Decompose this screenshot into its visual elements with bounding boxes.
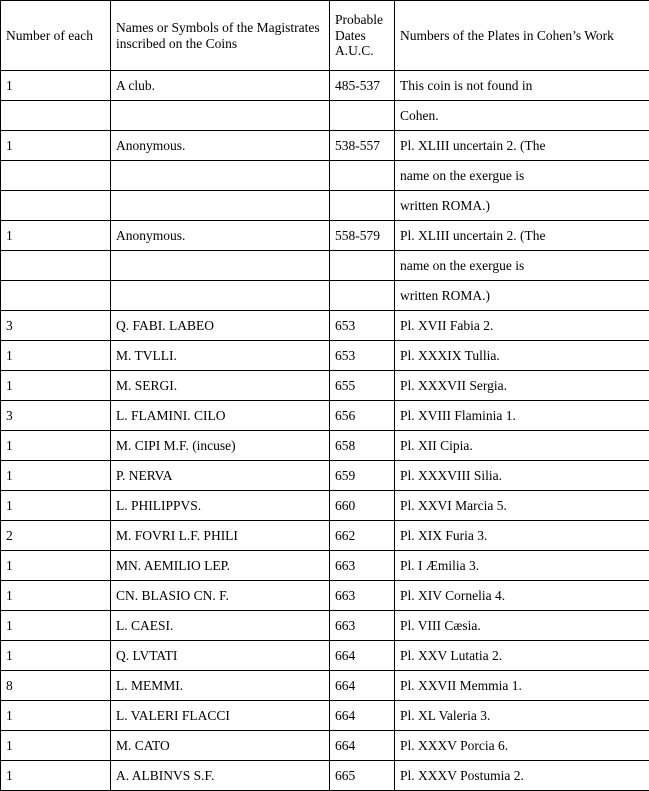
cell-date: 558-579 — [330, 221, 395, 251]
cell-magistrate: M. CATO — [111, 731, 330, 761]
cell-count: 1 — [1, 581, 111, 611]
cell-date: 664 — [330, 671, 395, 701]
cell-date: 662 — [330, 521, 395, 551]
table-row — [1, 551, 649, 581]
cell-magistrate: L. PHILIPPVS. — [111, 491, 330, 521]
cell-date: 665 — [330, 761, 395, 791]
table-row — [1, 611, 649, 641]
cell-magistrate: L. VALERI FLACCI — [111, 701, 330, 731]
cell-magistrate — [111, 251, 330, 281]
cell-count: 1 — [1, 761, 111, 791]
cell-date: 659 — [330, 461, 395, 491]
cell-count: 1 — [1, 731, 111, 761]
cell-magistrate: M. SERGI. — [111, 371, 330, 401]
cell-count: 1 — [1, 641, 111, 671]
cell-plate: Pl. XXVI Marcia 5. — [395, 491, 649, 521]
cell-date — [330, 191, 395, 221]
cell-magistrate: M. TVLLI. — [111, 341, 330, 371]
cell-plate: Pl. XII Cipia. — [395, 431, 649, 461]
cell-date: 485-537 — [330, 71, 395, 101]
table-row — [1, 131, 649, 161]
cell-magistrate: M. CIPI M.F. (incuse) — [111, 431, 330, 461]
cell-plate: Pl. XVIII Flaminia 1. — [395, 401, 649, 431]
cell-plate: Pl. XXVII Memmia 1. — [395, 671, 649, 701]
cell-plate: name on the exergue is — [395, 251, 649, 281]
cell-plate: This coin is not found in — [395, 71, 649, 101]
table-row — [1, 281, 649, 311]
table-row — [1, 161, 649, 191]
cell-count — [1, 191, 111, 221]
table-row — [1, 311, 649, 341]
cell-plate: Pl. XL Valeria 3. — [395, 701, 649, 731]
cell-date: 653 — [330, 311, 395, 341]
cell-count — [1, 101, 111, 131]
table-header — [1, 1, 649, 71]
cell-count: 3 — [1, 311, 111, 341]
cell-date: 664 — [330, 641, 395, 671]
cell-count: 1 — [1, 431, 111, 461]
cell-magistrate: Q. LVTATI — [111, 641, 330, 671]
cell-count: 1 — [1, 341, 111, 371]
cell-date: 658 — [330, 431, 395, 461]
cell-count: 1 — [1, 221, 111, 251]
cell-date: 660 — [330, 491, 395, 521]
cell-plate: Pl. XXXV Porcia 6. — [395, 731, 649, 761]
table-row — [1, 101, 649, 131]
cell-count: 8 — [1, 671, 111, 701]
cell-count — [1, 161, 111, 191]
cell-plate: Pl. XXXVIII Silia. — [395, 461, 649, 491]
cell-plate: Pl. XIX Furia 3. — [395, 521, 649, 551]
cell-count: 1 — [1, 551, 111, 581]
cell-date: 663 — [330, 611, 395, 641]
table-row — [1, 461, 649, 491]
cell-plate: Pl. XVII Fabia 2. — [395, 311, 649, 341]
cell-date: 655 — [330, 371, 395, 401]
cell-plate: Pl. XIV Cornelia 4. — [395, 581, 649, 611]
table-row — [1, 71, 649, 101]
cell-magistrate: A club. — [111, 71, 330, 101]
cell-magistrate: Q. FABI. LABEO — [111, 311, 330, 341]
header-magistrate-names: Names or Symbols of the Magistrates inscribed on the Coins — [111, 1, 330, 71]
table-row — [1, 431, 649, 461]
cell-date: 653 — [330, 341, 395, 371]
cell-magistrate: A. ALBINVS S.F. — [111, 761, 330, 791]
cell-count: 1 — [1, 461, 111, 491]
cell-magistrate: CN. BLASIO CN. F. — [111, 581, 330, 611]
cell-count: 1 — [1, 491, 111, 521]
cell-plate: Pl. XXXIX Tullia. — [395, 341, 649, 371]
table-row — [1, 251, 649, 281]
header-row — [1, 1, 649, 71]
cell-plate: Pl. XXXV Postumia 2. — [395, 761, 649, 791]
table-body — [1, 71, 649, 791]
cell-count — [1, 251, 111, 281]
table-row — [1, 221, 649, 251]
cell-magistrate: Anonymous. — [111, 221, 330, 251]
cell-count: 2 — [1, 521, 111, 551]
header-plate-numbers: Numbers of the Plates in Cohen’s Work — [395, 1, 649, 71]
table-row — [1, 701, 649, 731]
cell-magistrate: L. MEMMI. — [111, 671, 330, 701]
cell-date — [330, 161, 395, 191]
cell-plate: written ROMA.) — [395, 281, 649, 311]
cell-count: 1 — [1, 371, 111, 401]
cell-magistrate — [111, 281, 330, 311]
cell-date — [330, 101, 395, 131]
cell-count — [1, 281, 111, 311]
cell-count: 1 — [1, 611, 111, 641]
cell-plate: Pl. I Æmilia 3. — [395, 551, 649, 581]
cell-plate: Pl. XLIII uncertain 2. (The — [395, 221, 649, 251]
cell-date: 664 — [330, 731, 395, 761]
cell-magistrate: M. FOVRI L.F. PHILI — [111, 521, 330, 551]
table-row — [1, 521, 649, 551]
table-row — [1, 191, 649, 221]
cell-date — [330, 281, 395, 311]
cell-magistrate: P. NERVA — [111, 461, 330, 491]
cell-date: 663 — [330, 551, 395, 581]
cell-date: 664 — [330, 701, 395, 731]
cell-magistrate: L. CAESI. — [111, 611, 330, 641]
table-row — [1, 341, 649, 371]
table-row — [1, 761, 649, 791]
cell-magistrate — [111, 161, 330, 191]
cell-plate: name on the exergue is — [395, 161, 649, 191]
table-row — [1, 371, 649, 401]
cell-magistrate: MN. AEMILIO LEP. — [111, 551, 330, 581]
cell-count: 1 — [1, 71, 111, 101]
table-row — [1, 641, 649, 671]
cell-plate: Pl. XXXVII Sergia. — [395, 371, 649, 401]
cell-date: 656 — [330, 401, 395, 431]
table-row — [1, 581, 649, 611]
cell-count: 3 — [1, 401, 111, 431]
table-row — [1, 671, 649, 701]
cell-plate: Pl. XXV Lutatia 2. — [395, 641, 649, 671]
cell-magistrate: L. FLAMINI. CILO — [111, 401, 330, 431]
cell-plate: Pl. XLIII uncertain 2. (The — [395, 131, 649, 161]
cell-date: 538-557 — [330, 131, 395, 161]
cell-plate: written ROMA.) — [395, 191, 649, 221]
cell-date: 663 — [330, 581, 395, 611]
cell-magistrate: Anonymous. — [111, 131, 330, 161]
table-row — [1, 731, 649, 761]
cell-plate: Cohen. — [395, 101, 649, 131]
table-row — [1, 401, 649, 431]
cell-magistrate — [111, 191, 330, 221]
table-row — [1, 491, 649, 521]
header-number-of-each: Number of each — [1, 1, 111, 71]
cell-magistrate — [111, 101, 330, 131]
cell-date — [330, 251, 395, 281]
cell-plate: Pl. VIII Cæsia. — [395, 611, 649, 641]
header-probable-dates: Probable Dates A.U.C. — [330, 1, 395, 71]
cell-count: 1 — [1, 701, 111, 731]
cell-count: 1 — [1, 131, 111, 161]
